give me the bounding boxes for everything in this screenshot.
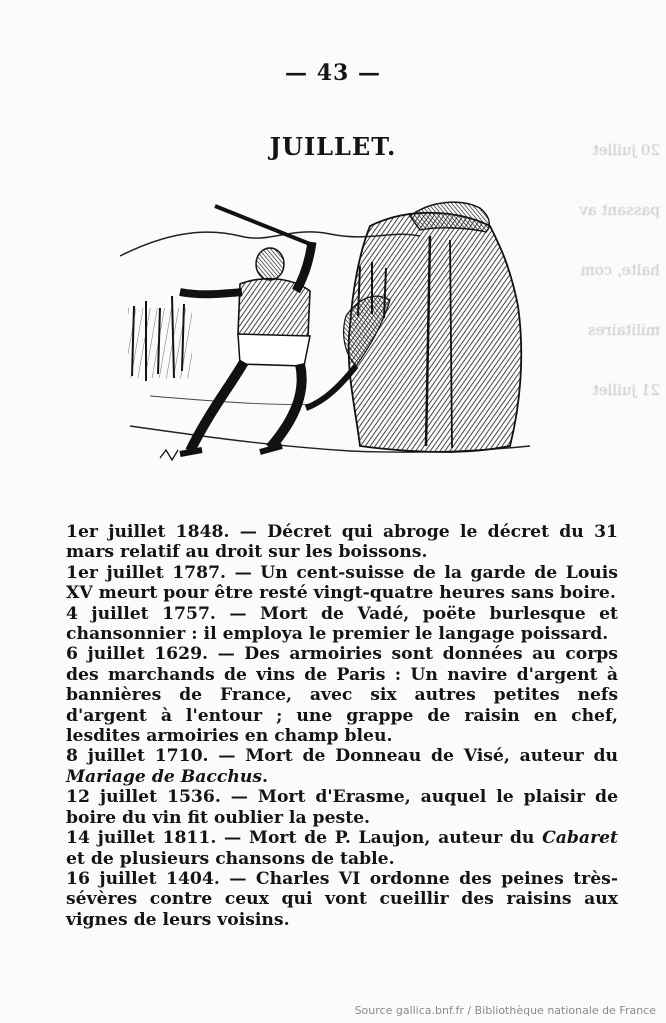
bleed-line: 20 juillet — [592, 141, 660, 159]
bleed-line: militaires — [587, 321, 660, 339]
entry-text-after: et de plusieurs chansons de table. — [66, 848, 395, 869]
entry-date: 1er juillet 1787. — [66, 562, 227, 583]
bleed-line: passant av — [579, 201, 660, 219]
entry-text: — Un cent-suisse de la garde de Louis XV meurt pour être resté vingt-quatre heures sans boire. — [66, 562, 618, 604]
entry-date: 12 juillet 1536. — [66, 787, 221, 808]
month-title: JUILLET. — [269, 132, 397, 161]
entry-date: 8 juillet 1710. — [66, 746, 209, 767]
entry-date: 1er juillet 1848. — [66, 522, 230, 542]
work-title: Mariage de Bacchus — [66, 766, 263, 787]
source-attribution: Source gallica.bnf.fr / Bibliothèque nationale de France — [354, 1004, 656, 1017]
entry-text: — Mort de Donneau de Visé, auteur du — [208, 746, 618, 767]
entry-date: 14 juillet 1811. — [66, 828, 217, 849]
entries-list — [66, 522, 618, 930]
entry-date: 6 juillet 1629. — [66, 644, 209, 665]
entry-text: — Des armoiries sont données au corps des marchands de vins de Paris : Un navire d'argent à bannières de France, avec six autres petites nefs d'argent à l'entour ; une grappe de raisin en chef, lesdites armoiries en champ bleu. — [66, 644, 618, 747]
entry-6 — [66, 787, 618, 828]
creature-in-brush — [306, 202, 521, 452]
entry-date: 16 juillet 1404. — [66, 868, 220, 889]
entry-7 — [66, 828, 618, 869]
work-title: Cabaret — [542, 828, 618, 849]
entry-8 — [66, 869, 618, 930]
entry-text: — Mort de Vadé, poëte burlesque et chansonnier : il employa le premier le langage poissard. — [66, 603, 618, 645]
entry-text: — Décret qui abroge le décret du 31 mars relatif au droit sur les boissons. — [66, 522, 618, 563]
entry-4 — [66, 644, 618, 746]
entry-text-after: . — [262, 766, 269, 787]
bleed-line: 21 juillet — [592, 381, 660, 399]
entry-text: — Charles VI ordonne des peines très-sévères contre ceux qui vont cueillir des raisins aux vignes de leurs voisins. — [66, 868, 618, 930]
entry-5 — [66, 746, 618, 787]
entry-3 — [66, 604, 618, 645]
entry-2 — [66, 563, 618, 604]
engraving-illustration — [120, 196, 540, 476]
entry-text: — Mort d'Erasme, auquel le plaisir de boire du vin fit oublier la peste. — [66, 787, 618, 828]
man-figure — [180, 206, 312, 454]
page-number: — 43 — — [285, 60, 381, 86]
entry-date: 4 juillet 1757. — [66, 603, 216, 624]
entry-1 — [66, 522, 618, 563]
entry-text: — Mort de P. Laujon, auteur du — [216, 828, 543, 849]
bleed-line: halte, com — [580, 261, 660, 279]
